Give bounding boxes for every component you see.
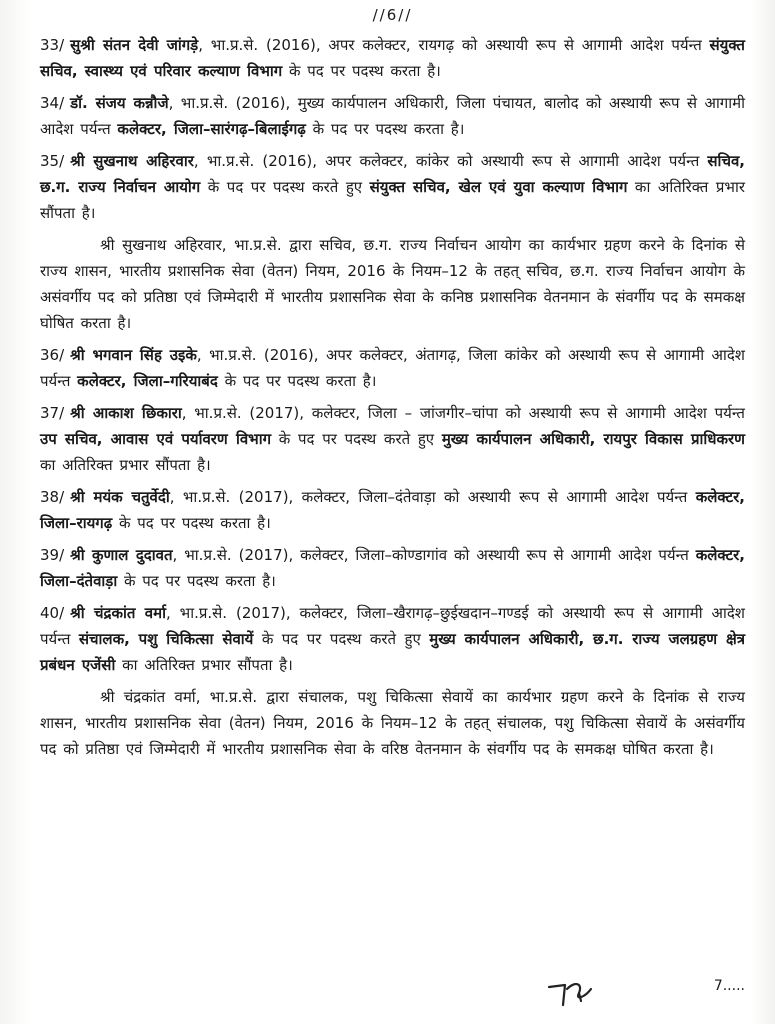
- posting-title: सचिव, छ.ग. राज्य निर्वाचन आयोग: [40, 152, 746, 196]
- order-paragraph-33: [40, 32, 745, 84]
- paragraph-text: , भा.प्र.से. (2017), कलेक्टर, जिला – जांजगीर–चांपा को अस्थायी रूप से आगामी आदेश पर्यन्त: [181, 404, 745, 422]
- posting-title: उप सचिव, आवास एवं पर्यावरण विभाग: [40, 430, 272, 448]
- order-paragraph-35: [40, 148, 745, 226]
- item-number: 39/: [40, 546, 65, 564]
- paragraph-text: , भा.प्र.से. (2016), अपर कलेक्टर, कांकेर को अस्थायी रूप से आगामी आदेश पर्यन्त: [193, 152, 708, 170]
- equivalence-paragraph-35: श्री सुखनाथ अहिरवार, भा.प्र.से. द्वारा सचिव, छ.ग. राज्य निर्वाचन आयोग का कार्यभार ग्रहण करने के दिनांक से राज्य शासन, भारतीय प्रशासनिक सेवा (वेतन) नियम, 2016 के नियम–12 के तहत् सचिव, छ.ग. राज्य निर्वाचन आयोग के असंवर्गीय पद को प्रतिष्ठा एवं जिम्मेदारी में भारतीय प्रशासनिक सेवा के कनिष्ठ प्रशासनिक वेतनमान के संवर्गीय पद के समकक्ष घोषित करता है।: [40, 236, 745, 332]
- item-number: 35/: [40, 152, 65, 170]
- paragraph-text: , भा.प्र.से. (2017), कलेक्टर, जिला–खैरागढ़–छुईखदान–गण्डई को अस्थायी रूप से आगामी आदेश पर्यन्त: [40, 604, 745, 648]
- item-number: 38/: [40, 488, 65, 506]
- item-number: 36/: [40, 346, 65, 364]
- order-paragraph-39: [40, 542, 745, 594]
- paragraph-text: के पद पर पदस्थ करता है।: [282, 62, 441, 80]
- item-number: 37/: [40, 404, 65, 422]
- order-paragraph-34: [40, 90, 745, 142]
- paragraph-text: , भा.प्र.से. (2016), अपर कलेक्टर, अंतागढ़, जिला कांकेर को अस्थायी रूप से आगामी आदेश पर्यन्त: [40, 346, 745, 390]
- paragraph-text: के पद पर पदस्थ करते हुए: [200, 178, 370, 196]
- additional-charge-title: मुख्य कार्यपालन अधिकारी, रायपुर विकास प्राधिकरण: [441, 430, 746, 448]
- item-number: 34/: [40, 94, 65, 112]
- paragraph-text: का अतिरिक्त प्रभार सौंपता है।: [40, 178, 745, 222]
- paragraph-text: के पद पर पदस्थ करता है।: [112, 514, 271, 532]
- paragraph-text: के पद पर पदस्थ करता है।: [217, 372, 377, 390]
- officer-name: श्री सुखनाथ अहिरवार: [70, 152, 194, 170]
- item-number: 33/: [40, 36, 65, 54]
- paragraph-text: के पद पर पदस्थ करते हुए: [271, 430, 442, 448]
- order-paragraph-40: [40, 600, 745, 678]
- paragraph-text: , भा.प्र.से. (2016), मुख्य कार्यपालन अधिकारी, जिला पंचायत, बालोद को अस्थायी रूप से आगामी आदेश पर्यन्त: [40, 94, 745, 138]
- posting-title: कलेक्टर, जिला–गरियाबंद: [77, 372, 218, 390]
- paragraph-text: के पद पर पदस्थ करता है।: [117, 572, 276, 590]
- officer-name: श्री मयंक चतुर्वेदी: [70, 488, 170, 506]
- officer-name: सुश्री संतन देवी जांगड़े: [70, 36, 199, 54]
- officer-name: श्री आकाश छिकारा: [70, 404, 182, 422]
- order-paragraph-37: [40, 400, 745, 478]
- posting-title: कलेक्टर, जिला–दंतेवाड़ा: [40, 546, 745, 590]
- paragraph-text: का अतिरिक्त प्रभार सौंपता है।: [115, 656, 293, 674]
- signature-mark: [545, 975, 625, 1015]
- order-paragraph-38: [40, 484, 745, 536]
- additional-charge-title: मुख्य कार्यपालन अधिकारी, छ.ग. राज्य जलग्रहण क्षेत्र प्रबंधन एजेंसी: [40, 630, 745, 674]
- paragraph-text: के पद पर पदस्थ करता है।: [305, 120, 465, 138]
- paragraph-text: का अतिरिक्त प्रभार सौंपता है।: [40, 456, 211, 474]
- posting-title: संयुक्त सचिव, स्वास्थ्य एवं परिवार कल्याण विभाग: [40, 36, 745, 80]
- page-number: //6//: [372, 6, 413, 24]
- officer-name: डॉ. संजय कन्नौजे: [70, 94, 169, 112]
- paragraph-text: , भा.प्र.से. (2017), कलेक्टर, जिला–दंतेवाड़ा को अस्थायी रूप से आगामी आदेश पर्यन्त: [169, 488, 696, 506]
- next-page-indicator: 7.....: [713, 978, 745, 994]
- posting-title: कलेक्टर, जिला–सारंगढ़–बिलाईगढ़: [117, 120, 306, 138]
- posting-title: संचालक, पशु चिकित्सा सेवायें: [78, 630, 254, 648]
- paragraph-text: के पद पर पदस्थ करते हुए: [253, 630, 430, 648]
- item-number: 40/: [40, 604, 65, 622]
- officer-name: श्री कुणाल दुदावत: [70, 546, 173, 564]
- equivalence-paragraph-40: श्री चंद्रकांत वर्मा, भा.प्र.से. द्वारा संचालक, पशु चिकित्सा सेवायें का कार्यभार ग्रहण करने के दिनांक से राज्य शासन, भारतीय प्रशासनिक सेवा (वेतन) नियम, 2016 के नियम–12 के तहत् संचालक, पशु चिकित्सा सेवायें के असंवर्गीय पद को प्रतिष्ठा एवं जिम्मेदारी में भारतीय प्रशासनिक सेवा के वरिष्ठ वेतनमान के संवर्गीय पद के समकक्ष घोषित करता है।: [40, 688, 745, 758]
- posting-title: कलेक्टर, जिला–रायगढ़: [40, 488, 745, 532]
- signature-initials: [545, 975, 625, 1015]
- order-paragraph-36: [40, 342, 745, 394]
- officer-name: श्री भगवान सिंह उइके: [70, 346, 197, 364]
- additional-charge-title: संयुक्त सचिव, खेल एवं युवा कल्याण विभाग: [369, 178, 628, 196]
- paragraph-text: , भा.प्र.से. (2016), अपर कलेक्टर, रायगढ़ को अस्थायी रूप से आगामी आदेश पर्यन्त: [198, 36, 710, 54]
- officer-name: श्री चंद्रकांत वर्मा: [70, 604, 166, 622]
- paragraph-text: , भा.प्र.से. (2017), कलेक्टर, जिला–कोण्डागांव को अस्थायी रूप से आगामी आदेश पर्यन्त: [172, 546, 696, 564]
